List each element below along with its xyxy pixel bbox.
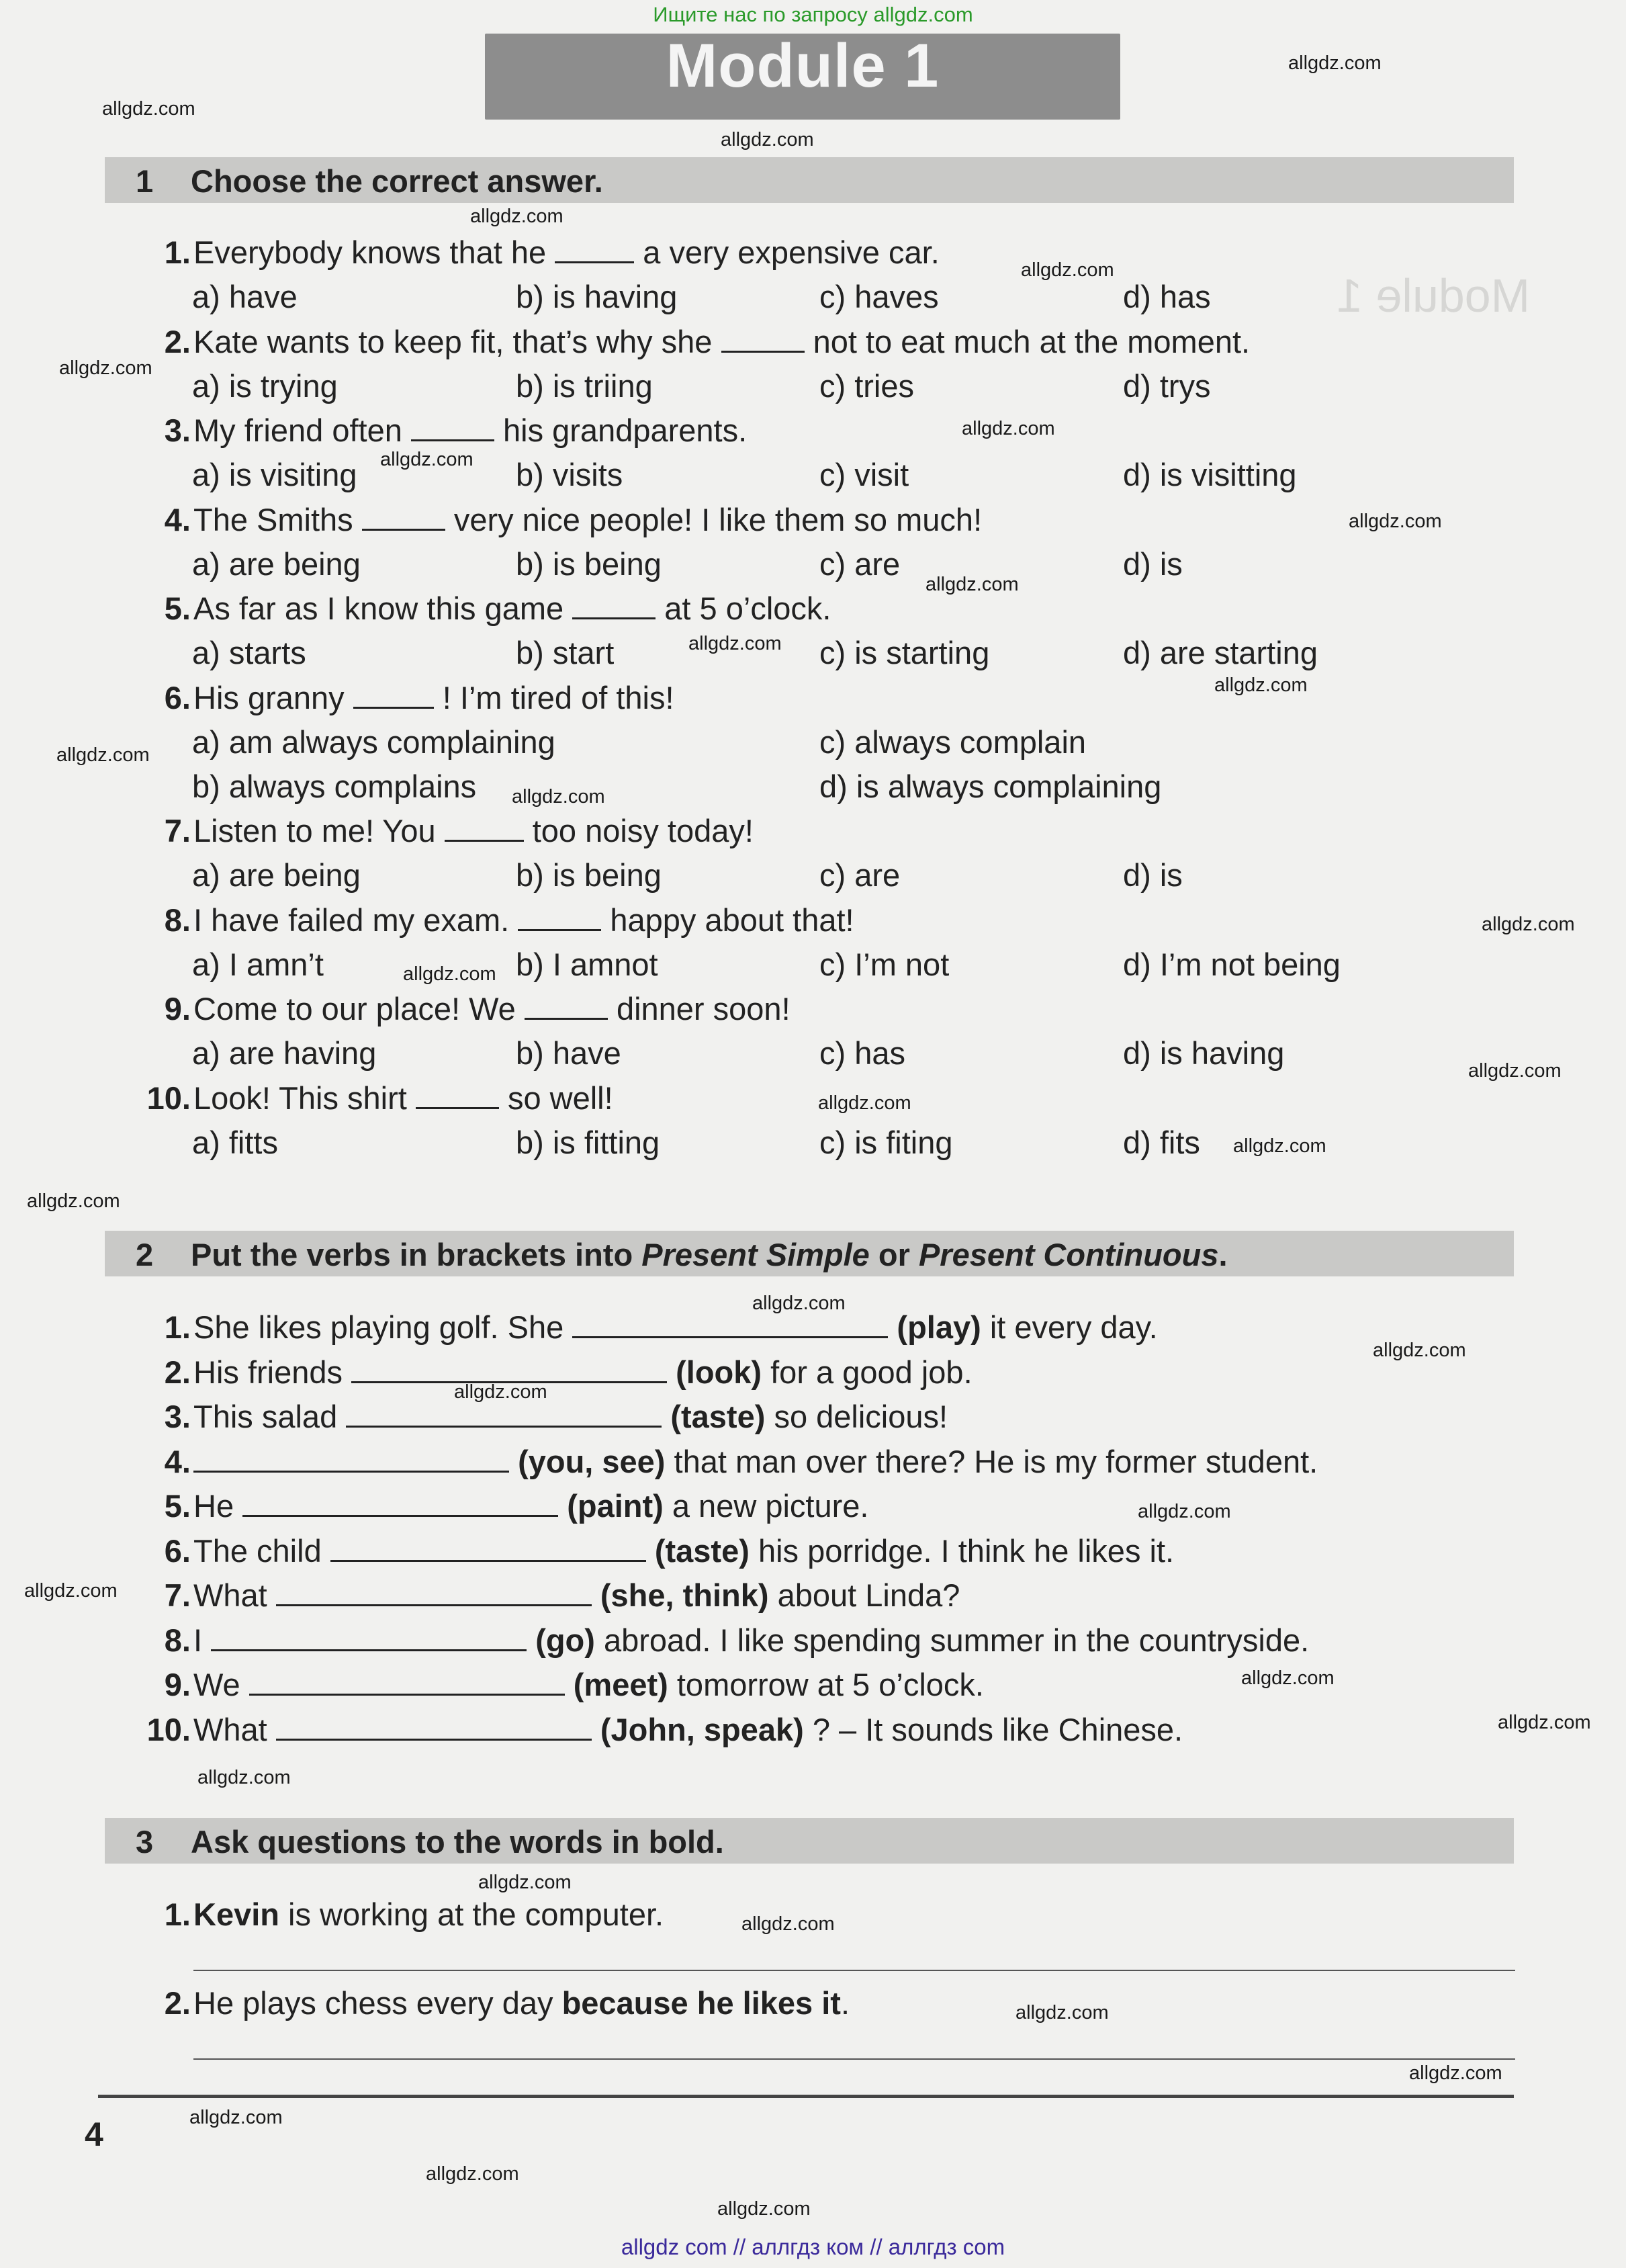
question-number: 2. bbox=[164, 1985, 191, 2021]
question-number: 8. bbox=[164, 902, 191, 938]
question-text: This salad (taste) so delicious! bbox=[193, 1399, 948, 1434]
answer-blank[interactable] bbox=[362, 505, 445, 531]
option-a[interactable]: a) is trying bbox=[192, 367, 338, 404]
question-number: 7. bbox=[164, 1577, 191, 1613]
option-b[interactable]: b) visits bbox=[516, 457, 623, 492]
question-text: I have failed my exam. happy about that! bbox=[193, 902, 854, 938]
verb-hint: (meet) bbox=[573, 1667, 668, 1702]
option-b[interactable]: b) start bbox=[516, 635, 615, 670]
answer-blank[interactable] bbox=[525, 994, 608, 1020]
section-number: 1 bbox=[136, 163, 154, 199]
option-c[interactable]: c) always complain bbox=[819, 724, 1087, 760]
page-number: 4 bbox=[85, 2116, 103, 2153]
answer-blank[interactable] bbox=[351, 1357, 667, 1383]
question-text: His friends (look) for a good job. bbox=[193, 1354, 973, 1390]
watermark-text: allgdz.com bbox=[688, 633, 782, 654]
question-text: (you, see) that man over there? He is my former student. bbox=[193, 1443, 1318, 1480]
section-3-header bbox=[105, 1818, 1514, 1864]
section-1-header bbox=[105, 157, 1514, 203]
verb-hint: (you, see) bbox=[518, 1443, 666, 1479]
answer-blank[interactable] bbox=[211, 1625, 527, 1651]
tense-name: Present Continuous bbox=[918, 1237, 1219, 1272]
question-number: 10. bbox=[146, 1080, 191, 1116]
option-a[interactable]: a) have bbox=[192, 279, 298, 314]
question-number: 4. bbox=[164, 501, 191, 537]
answer-blank[interactable] bbox=[242, 1491, 558, 1517]
watermark-text: allgdz.com bbox=[1409, 2062, 1502, 2084]
verb-hint: (taste) bbox=[670, 1399, 766, 1434]
option-d[interactable]: d) I’m not being bbox=[1123, 946, 1341, 982]
watermark-text: allgdz.com bbox=[189, 2107, 283, 2128]
answer-blank[interactable] bbox=[249, 1669, 565, 1696]
question-text: Kate wants to keep fit, that’s why she not to eat much at the moment. bbox=[193, 323, 1251, 359]
question-number: 8. bbox=[164, 1622, 191, 1658]
answer-blank[interactable] bbox=[276, 1714, 592, 1741]
answer-line[interactable] bbox=[193, 1970, 1515, 1971]
question-number: 9. bbox=[164, 1667, 191, 1702]
question-number: 3. bbox=[164, 412, 191, 448]
tense-name: Present Simple bbox=[641, 1237, 870, 1272]
question-number: 6. bbox=[164, 679, 191, 715]
watermark-text: allgdz.com bbox=[512, 786, 605, 808]
option-c[interactable]: c) haves bbox=[819, 279, 939, 314]
question-text: I (go) abroad. I like spending summer in the countryside. bbox=[193, 1622, 1310, 1658]
section-2-header bbox=[105, 1231, 1514, 1276]
watermark-text: allgdz.com bbox=[102, 98, 195, 120]
watermark-text: allgdz.com bbox=[470, 206, 563, 227]
watermark-text: allgdz.com bbox=[818, 1092, 911, 1114]
bleed-through-text: Module 1 bbox=[1337, 269, 1530, 322]
option-c[interactable]: c) tries bbox=[819, 367, 914, 404]
question-number: 2. bbox=[164, 323, 191, 359]
section-number: 3 bbox=[136, 1824, 154, 1860]
option-d[interactable]: d) fits bbox=[1123, 1124, 1200, 1160]
section-title: Ask questions to the words in bold. bbox=[191, 1824, 724, 1860]
option-c[interactable]: c) are bbox=[819, 857, 901, 893]
option-b[interactable]: b) is being bbox=[516, 857, 662, 893]
option-d[interactable]: d) is bbox=[1123, 857, 1183, 893]
question-text: Kevin is working at the computer. bbox=[193, 1896, 664, 1932]
question-number: 6. bbox=[164, 1532, 191, 1569]
watermark-text: allgdz.com bbox=[426, 2163, 519, 2185]
option-a[interactable]: a) am always complaining bbox=[192, 724, 555, 760]
option-d[interactable]: d) trys bbox=[1123, 367, 1211, 404]
question-text: Everybody knows that he a very expensive car. bbox=[193, 234, 940, 270]
top-banner: Ищите нас по запросу allgdz.com bbox=[653, 3, 973, 26]
watermark-text: allgdz.com bbox=[1349, 511, 1442, 532]
verb-hint: (play) bbox=[897, 1309, 981, 1345]
watermark-text: allgdz.com bbox=[925, 574, 1019, 595]
question-text: The Smiths very nice people! I like them so much! bbox=[193, 501, 983, 537]
question-number: 1. bbox=[164, 1309, 191, 1345]
answer-line[interactable] bbox=[193, 2058, 1515, 2060]
watermark-text: allgdz.com bbox=[380, 449, 473, 470]
option-d[interactable]: d) is having bbox=[1123, 1035, 1285, 1071]
question-text: We (meet) tomorrow at 5 o’clock. bbox=[193, 1667, 984, 1702]
question-text: He (paint) a new picture. bbox=[193, 1488, 869, 1524]
option-b[interactable]: b) have bbox=[516, 1035, 621, 1071]
question-text: My friend often his grandparents. bbox=[193, 412, 748, 448]
section-number: 2 bbox=[136, 1237, 154, 1272]
question-text: Listen to me! You too noisy today! bbox=[193, 813, 754, 848]
option-a[interactable]: a) is visiting bbox=[192, 457, 357, 492]
watermark-text: allgdz.com bbox=[1482, 914, 1575, 935]
question-text: He plays chess every day because he likes it. bbox=[193, 1985, 850, 2021]
option-a[interactable]: a) are being bbox=[192, 857, 361, 893]
footer-rule bbox=[98, 2095, 1514, 2098]
verb-hint: (paint) bbox=[567, 1488, 664, 1524]
watermark-text: allgdz.com bbox=[1233, 1135, 1326, 1157]
question-number: 5. bbox=[164, 591, 191, 626]
option-b[interactable]: b) always complains bbox=[192, 768, 477, 804]
option-d[interactable]: d) are starting bbox=[1123, 635, 1318, 670]
watermark-text: allgdz.com bbox=[454, 1381, 547, 1403]
option-c[interactable]: c) are bbox=[819, 546, 901, 582]
watermark-text: allgdz.com bbox=[721, 129, 814, 150]
answer-blank[interactable] bbox=[572, 1312, 888, 1338]
question-text: Come to our place! We dinner soon! bbox=[193, 991, 791, 1027]
watermark-text: allgdz.com bbox=[1373, 1340, 1466, 1361]
watermark-text: allgdz.com bbox=[741, 1913, 835, 1935]
question-number: 4. bbox=[164, 1443, 191, 1479]
question-number: 10. bbox=[146, 1711, 191, 1747]
watermark-text: allgdz.com bbox=[27, 1190, 120, 1212]
option-c[interactable]: c) is starting bbox=[819, 635, 990, 670]
watermark-text: allgdz.com bbox=[962, 418, 1055, 439]
question-number: 7. bbox=[164, 813, 191, 848]
option-b[interactable]: b) is having bbox=[516, 279, 678, 314]
answer-blank[interactable] bbox=[276, 1580, 592, 1606]
answer-blank[interactable] bbox=[518, 905, 601, 931]
option-c[interactable]: c) visit bbox=[819, 457, 909, 492]
option-c[interactable]: c) has bbox=[819, 1035, 905, 1071]
watermark-text: allgdz.com bbox=[56, 744, 150, 766]
question-number: 9. bbox=[164, 991, 191, 1027]
option-b[interactable]: b) is triing bbox=[516, 367, 653, 404]
option-c[interactable]: c) is fiting bbox=[819, 1124, 953, 1160]
option-a[interactable]: a) fitts bbox=[192, 1124, 278, 1160]
answer-blank[interactable] bbox=[193, 1446, 509, 1473]
answer-blank[interactable] bbox=[346, 1401, 662, 1428]
watermark-text: allgdz.com bbox=[478, 1872, 572, 1893]
option-b[interactable]: b) I amnot bbox=[516, 946, 658, 982]
section-title: Choose the correct answer. bbox=[191, 163, 603, 199]
option-c[interactable]: c) I’m not bbox=[819, 946, 950, 982]
question-text: His granny ! I’m tired of this! bbox=[193, 679, 674, 715]
answer-blank[interactable] bbox=[445, 816, 524, 842]
answer-blank[interactable] bbox=[330, 1536, 646, 1562]
question-text: She likes playing golf. She (play) it every day. bbox=[193, 1309, 1158, 1345]
answer-blank[interactable] bbox=[721, 326, 805, 353]
option-a[interactable]: a) are having bbox=[192, 1035, 377, 1071]
answer-blank[interactable] bbox=[572, 593, 656, 619]
watermark-text: allgdz.com bbox=[1468, 1060, 1562, 1082]
option-a[interactable]: a) I amn’t bbox=[192, 946, 324, 982]
verb-hint: (John, speak) bbox=[600, 1711, 804, 1747]
question-number: 1. bbox=[164, 234, 191, 270]
verb-hint: (look) bbox=[676, 1354, 762, 1390]
question-text: Look! This shirt so well! bbox=[193, 1080, 613, 1116]
watermark-text: allgdz.com bbox=[1021, 259, 1114, 281]
option-d[interactable]: d) is bbox=[1123, 546, 1183, 582]
question-number: 1. bbox=[164, 1896, 191, 1932]
option-d[interactable]: d) is always complaining bbox=[819, 768, 1162, 804]
section-title: Put the verbs in brackets into Present Simple or Present Continuous. bbox=[191, 1237, 1228, 1272]
watermark-text: allgdz.com bbox=[403, 963, 496, 985]
question-text: The child (taste) his porridge. I think he likes it. bbox=[193, 1532, 1175, 1569]
question-text: What (she, think) about Linda? bbox=[193, 1577, 960, 1613]
watermark-text: allgdz.com bbox=[1214, 674, 1308, 696]
option-b[interactable]: b) is being bbox=[516, 546, 662, 582]
watermark-text: allgdz.com bbox=[752, 1293, 846, 1314]
module-title: Module 1 bbox=[666, 32, 940, 100]
question-number: 5. bbox=[164, 1488, 191, 1524]
bottom-links: allgdz com // аллгдз ком // аллгдз com bbox=[621, 2234, 1005, 2259]
question-text: What (John, speak) ? – It sounds like Chinese. bbox=[193, 1711, 1183, 1747]
answer-blank[interactable] bbox=[555, 237, 634, 263]
watermark-text: allgdz.com bbox=[1015, 2002, 1109, 2023]
watermark-text: allgdz.com bbox=[59, 357, 152, 379]
question-text: As far as I know this game at 5 o’clock. bbox=[193, 591, 831, 626]
watermark-text: allgdz.com bbox=[717, 2198, 811, 2220]
answer-blank[interactable] bbox=[416, 1083, 499, 1109]
module-header bbox=[485, 34, 1120, 120]
answer-blank[interactable] bbox=[353, 683, 434, 709]
option-d[interactable]: d) has bbox=[1123, 279, 1211, 314]
watermark-text: allgdz.com bbox=[24, 1580, 118, 1602]
verb-hint: (taste) bbox=[654, 1532, 750, 1569]
answer-blank[interactable] bbox=[411, 415, 494, 441]
watermark-text: allgdz.com bbox=[1288, 52, 1382, 74]
option-b[interactable]: b) is fitting bbox=[516, 1124, 660, 1160]
option-a[interactable]: a) starts bbox=[192, 635, 306, 670]
verb-hint: (she, think) bbox=[600, 1577, 769, 1613]
question-number: 2. bbox=[164, 1354, 191, 1390]
option-a[interactable]: a) are being bbox=[192, 546, 361, 582]
watermark-text: allgdz.com bbox=[1138, 1501, 1231, 1522]
watermark-text: allgdz.com bbox=[1498, 1712, 1591, 1733]
watermark-text: allgdz.com bbox=[197, 1767, 291, 1788]
option-d[interactable]: d) is visitting bbox=[1123, 457, 1297, 492]
watermark-text: allgdz.com bbox=[1241, 1667, 1335, 1689]
question-number: 3. bbox=[164, 1399, 191, 1434]
verb-hint: (go) bbox=[535, 1622, 595, 1658]
